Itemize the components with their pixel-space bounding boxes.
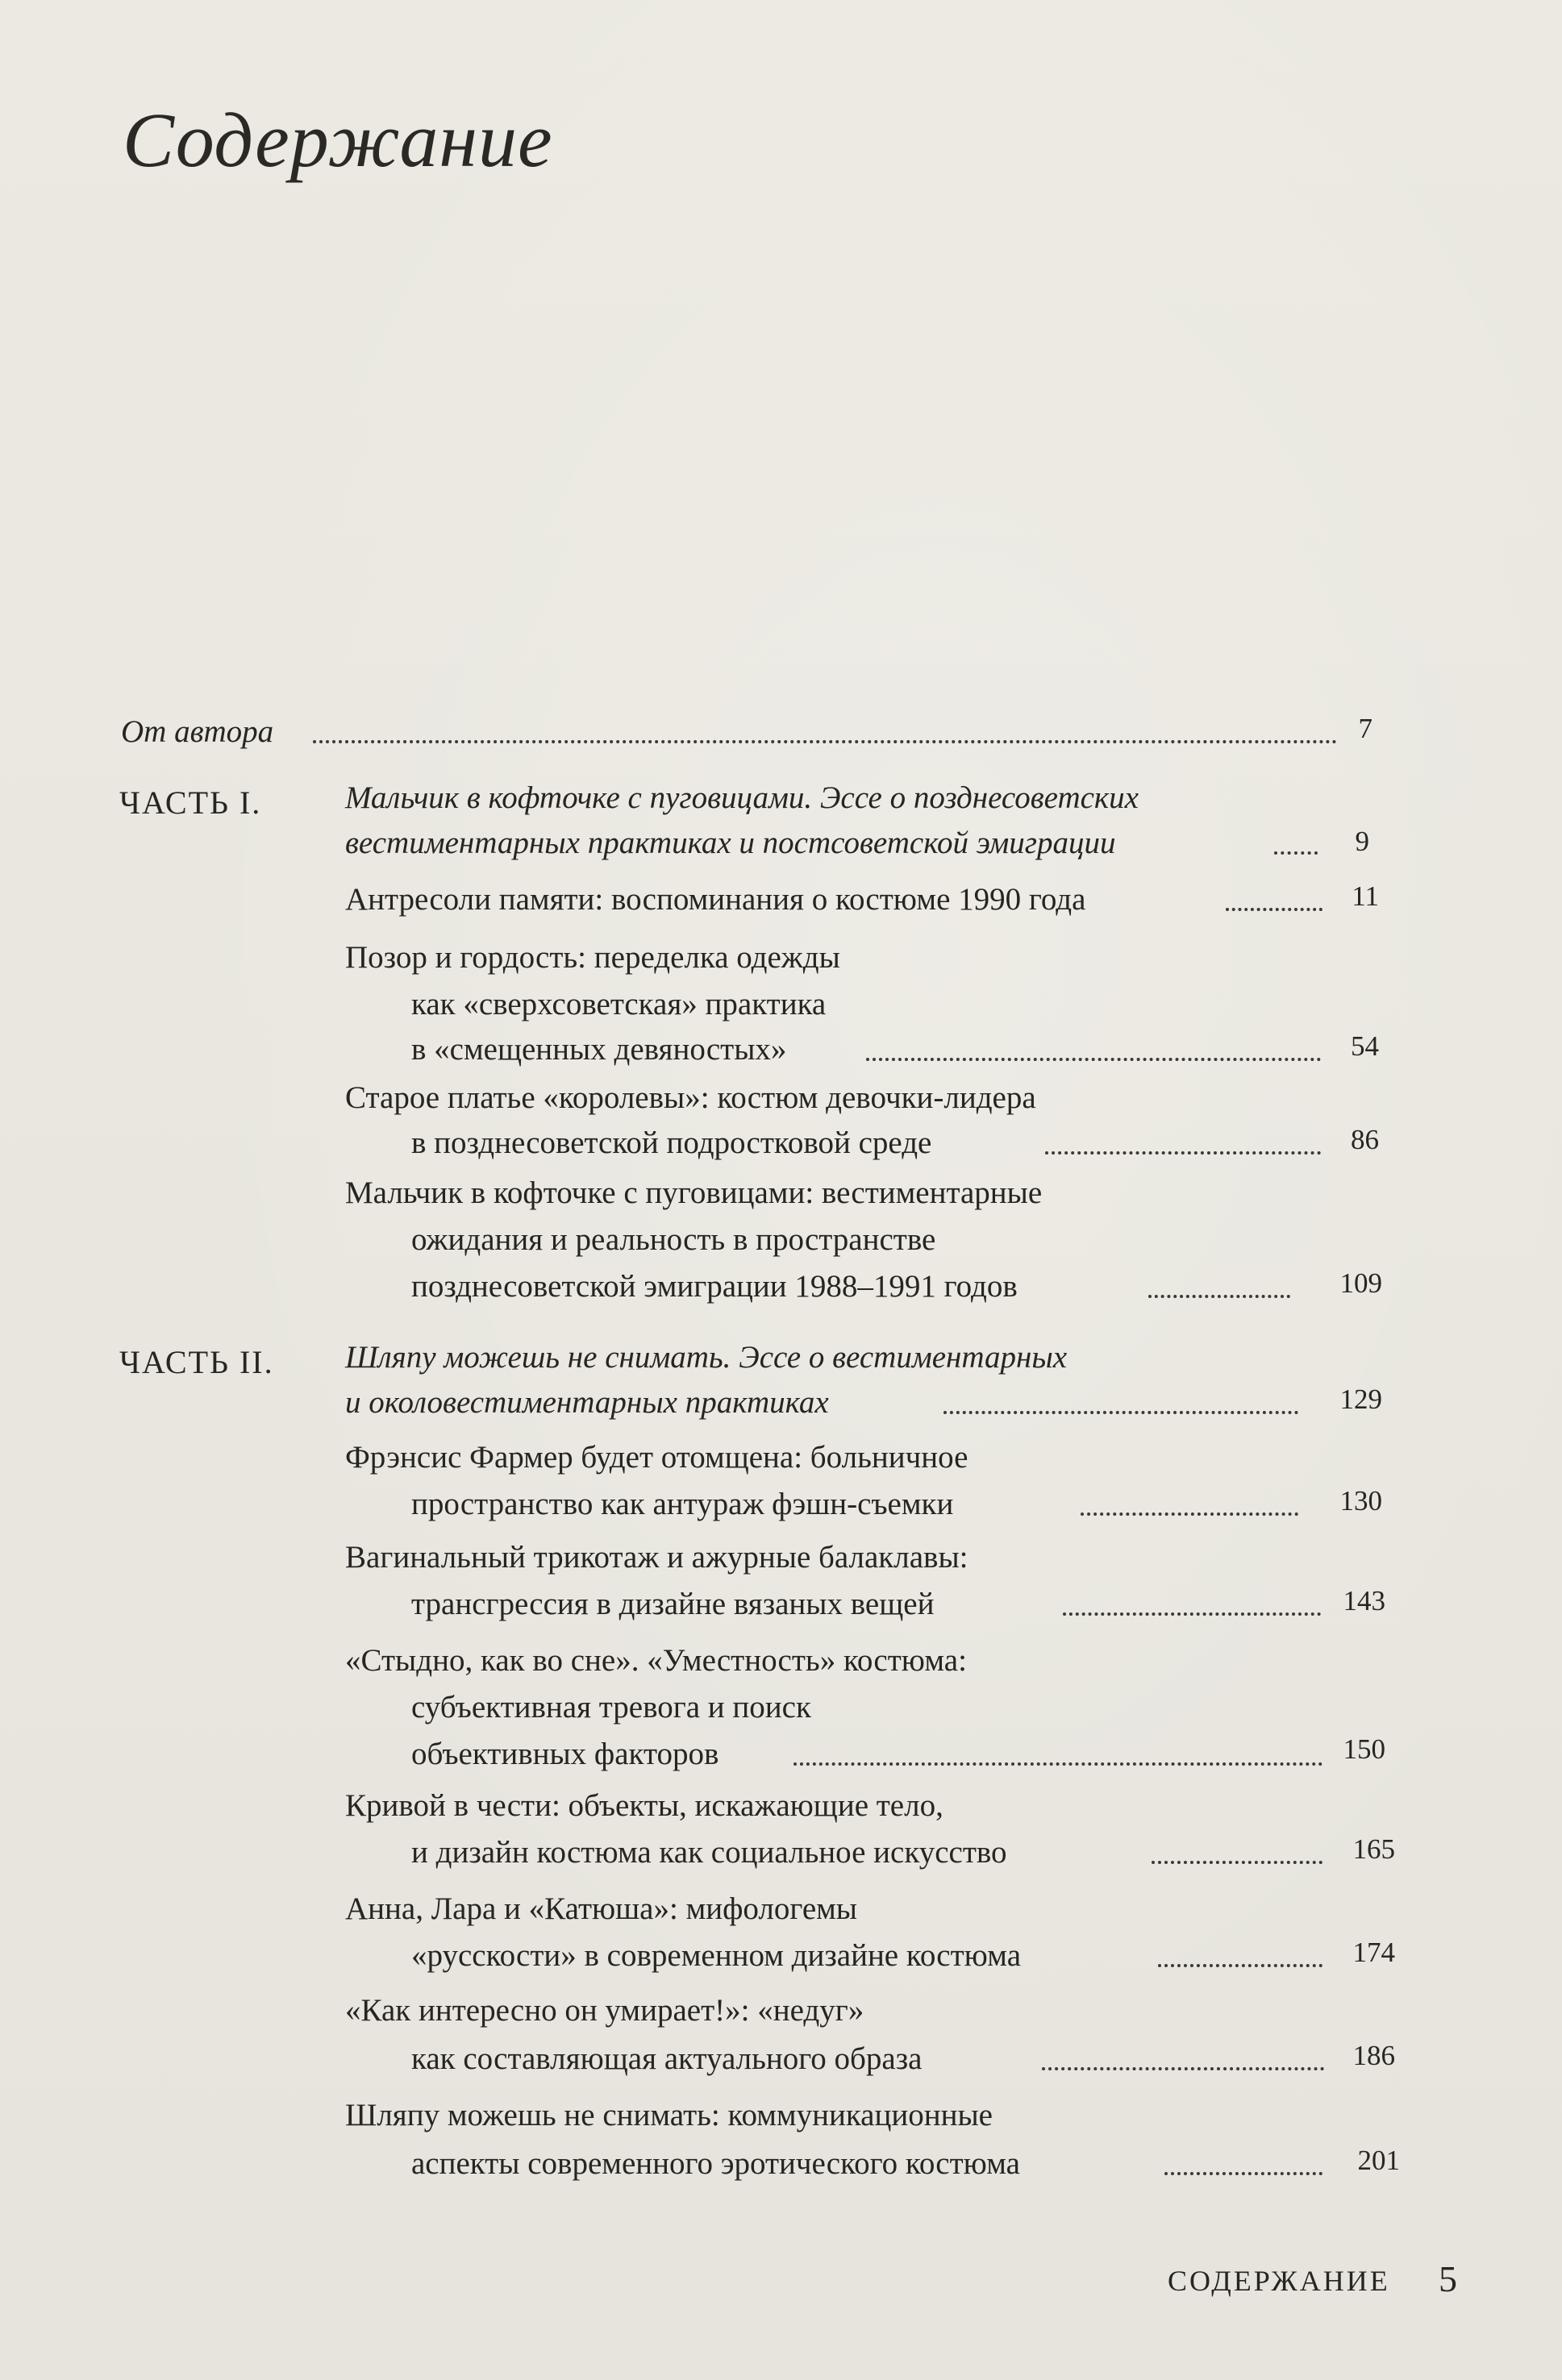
toc-page-number: 174 <box>1352 1937 1395 1968</box>
running-head: СОДЕРЖАНИЕ <box>1168 2265 1390 2297</box>
toc-entry-title-cont: трансгрессия в дизайне вязаных вещей <box>411 1587 935 1621</box>
toc-page-number: 150 <box>1343 1733 1385 1765</box>
page-title: Содержание <box>123 97 553 183</box>
toc-leader-dots <box>1148 1292 1290 1298</box>
toc-leader-dots <box>1045 1148 1321 1155</box>
toc-entry-title: Вагинальный трикотаж и ажурные балаклавы: <box>345 1540 968 1575</box>
toc-entry-title-cont: как составляющая актуального образа <box>411 2041 923 2076</box>
toc-entry-title-cont: субъективная тревога и поиск <box>411 1690 811 1725</box>
toc-entry-title: От автора <box>121 714 274 749</box>
toc-leader-dots <box>1158 1961 1322 1967</box>
toc-page-number: 86 <box>1351 1124 1379 1155</box>
toc-entry-title-cont: позднесоветской эмиграции 1988–1991 годов <box>411 1269 1018 1304</box>
toc-page-number: 201 <box>1357 2145 1400 2176</box>
toc-entry-title: Фрэнсис Фармер будет отомщена: больничное <box>345 1440 968 1475</box>
toc-entry-title: Мальчик в кофточке с пуговицами. Эссе о позднесоветских <box>345 780 1139 815</box>
toc-entry-title: Антресоли памяти: воспоминания о костюме 1990 года <box>345 882 1086 917</box>
toc-entry-title-cont: в позднесоветской подростковой среде <box>411 1126 932 1160</box>
toc-leader-dots <box>1152 1858 1322 1864</box>
toc-leader-dots <box>793 1759 1322 1766</box>
toc-entry-title: «Стыдно, как во сне». «Уместность» костюма: <box>345 1643 967 1678</box>
toc-entry-title-cont: «русскости» в современном дизайне костюма <box>411 1938 1022 1973</box>
toc-page-number: 129 <box>1339 1383 1382 1415</box>
part-label: ЧАСТЬ I. <box>119 784 262 821</box>
toc-entry-title: Позор и гордость: переделка одежды <box>345 940 840 975</box>
toc-leader-dots <box>1164 2169 1322 2175</box>
toc-entry-title-cont: как «сверхсоветская» практика <box>411 987 827 1021</box>
toc-entry-title-cont: и околовестиментарных практиках <box>345 1385 829 1420</box>
toc-page-number: 9 <box>1355 826 1369 857</box>
toc-entry-title-cont: пространство как антураж фэшн-съемки <box>411 1487 954 1521</box>
toc-entry-title-cont: в «смещенных девяностых» <box>411 1032 787 1067</box>
toc-entry-title-cont: вестиментарных практиках и постсоветской эмиграции <box>345 826 1116 860</box>
toc-leader-dots <box>1081 1509 1298 1516</box>
toc-entry-title: Мальчик в кофточке с пуговицами: вестиментарные <box>345 1175 1043 1210</box>
toc-page-number: 130 <box>1339 1485 1382 1517</box>
toc-page-number: 165 <box>1352 1833 1395 1865</box>
toc-page-number: 11 <box>1352 880 1379 912</box>
toc-page-number: 186 <box>1352 2040 1395 2071</box>
toc-leader-dots <box>943 1408 1298 1414</box>
toc-entry-title-cont: ожидания и реальность в пространстве <box>411 1222 936 1257</box>
toc-leader-dots <box>1063 1609 1321 1616</box>
page-number: 5 <box>1439 2258 1457 2299</box>
toc-entry-title: Шляпу можешь не снимать. Эссе о вестиментарных <box>345 1340 1068 1375</box>
toc-leader-dots <box>1042 2064 1324 2070</box>
toc-entry-title: Старое платье «королевы»: костюм девочки-лидера <box>345 1080 1036 1115</box>
toc-leader-dots <box>313 737 1337 743</box>
toc-page-number: 7 <box>1358 713 1372 744</box>
toc-page-number: 143 <box>1343 1585 1385 1616</box>
toc-entry-title: Шляпу можешь не снимать: коммуникационные <box>345 2098 993 2132</box>
toc-entry-title: Анна, Лара и «Катюша»: мифологемы <box>345 1891 858 1926</box>
toc-entry-title-cont: и дизайн костюма как социальное искусство <box>411 1835 1007 1870</box>
toc-page-number: 109 <box>1339 1267 1382 1299</box>
part-label: ЧАСТЬ II. <box>119 1344 274 1380</box>
toc-entry-title-cont: объективных факторов <box>411 1737 719 1771</box>
toc-entry-title: Кривой в чести: объекты, искажающие тело, <box>345 1788 943 1823</box>
toc-entry-title-cont: аспекты современного эротического костюма <box>411 2146 1020 2181</box>
toc-page-number: 54 <box>1351 1030 1379 1062</box>
toc-leader-dots <box>866 1055 1321 1061</box>
toc-entry-title: «Как интересно он умирает!»: «недуг» <box>345 1993 864 2028</box>
